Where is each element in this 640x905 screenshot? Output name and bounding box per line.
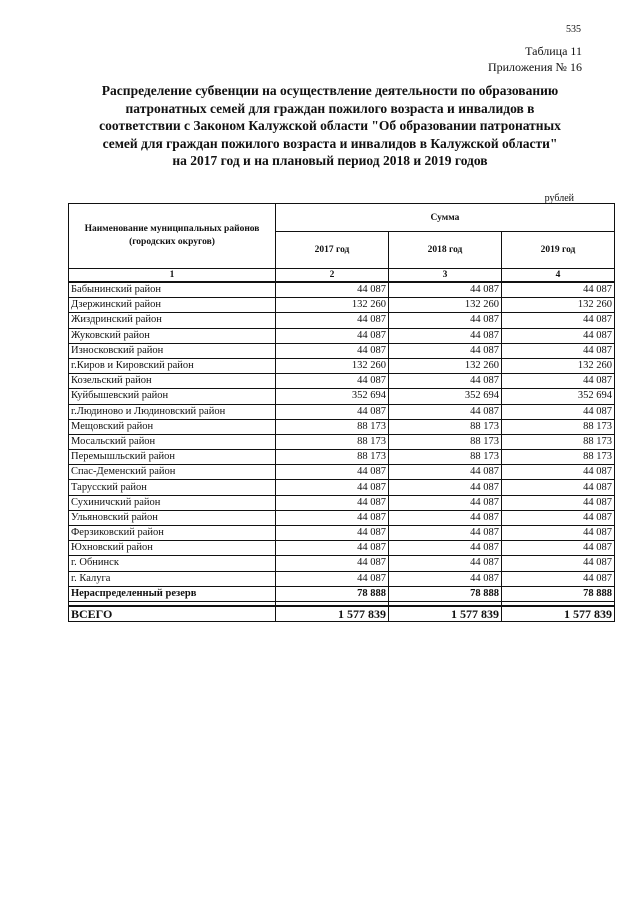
title-line: соответствии с Законом Калужской области "Об образовании патронатных (99, 118, 561, 133)
value-2017: 44 087 (276, 465, 389, 480)
value-2018: 44 087 (389, 465, 502, 480)
value-2018: 88 173 (389, 434, 502, 449)
value-2019: 44 087 (502, 343, 615, 358)
value-2019: 44 087 (502, 328, 615, 343)
table-row (69, 374, 615, 389)
district-name: Жиздринский район (69, 313, 276, 328)
value-2019: 132 260 (502, 358, 615, 373)
value-2017: 88 173 (276, 434, 389, 449)
total-2018: 1 577 839 (389, 606, 502, 622)
district-name: Дзержинский район (69, 298, 276, 313)
value-2019: 88 173 (502, 450, 615, 465)
value-2018: 132 260 (389, 298, 502, 313)
total-row (69, 606, 615, 622)
table-number: Таблица 11 (525, 44, 582, 58)
subsidy-table (68, 203, 615, 622)
table-row (69, 419, 615, 434)
district-name: Износковский район (69, 343, 276, 358)
value-2019: 44 087 (502, 556, 615, 571)
district-name: г.Киров и Кировский район (69, 358, 276, 373)
table-row (69, 526, 615, 541)
district-name: Ферзиковский район (69, 526, 276, 541)
table-row (69, 556, 615, 571)
value-2017: 88 173 (276, 419, 389, 434)
value-2019: 44 087 (502, 465, 615, 480)
value-2019: 352 694 (502, 389, 615, 404)
value-2018: 44 087 (389, 571, 502, 586)
value-2017: 44 087 (276, 480, 389, 495)
total-2019: 1 577 839 (502, 606, 615, 622)
reserve-2018: 78 888 (389, 586, 502, 601)
table-footer (69, 586, 615, 621)
district-name: г.Людиново и Людиновский район (69, 404, 276, 419)
district-name: г. Обнинск (69, 556, 276, 571)
value-2018: 88 173 (389, 450, 502, 465)
header-year-2019: 2019 год (502, 232, 615, 269)
value-2018: 44 087 (389, 328, 502, 343)
district-name: Тарусский район (69, 480, 276, 495)
value-2018: 44 087 (389, 510, 502, 525)
column-number: 1 (69, 269, 276, 283)
value-2019: 88 173 (502, 434, 615, 449)
value-2017: 352 694 (276, 389, 389, 404)
value-2017: 132 260 (276, 358, 389, 373)
table-body (69, 282, 615, 586)
value-2018: 352 694 (389, 389, 502, 404)
value-2017: 44 087 (276, 313, 389, 328)
value-2018: 44 087 (389, 404, 502, 419)
column-number: 4 (502, 269, 615, 283)
table-row (69, 328, 615, 343)
reserve-2017: 78 888 (276, 586, 389, 601)
value-2019: 44 087 (502, 282, 615, 298)
district-name: Козельский район (69, 374, 276, 389)
value-2017: 44 087 (276, 526, 389, 541)
value-2018: 44 087 (389, 526, 502, 541)
value-2017: 44 087 (276, 328, 389, 343)
table-row (69, 389, 615, 404)
header-sum: Сумма (276, 204, 615, 232)
value-2017: 44 087 (276, 556, 389, 571)
value-2019: 44 087 (502, 510, 615, 525)
value-2019: 44 087 (502, 404, 615, 419)
value-2018: 44 087 (389, 495, 502, 510)
district-name: Мосальский район (69, 434, 276, 449)
page-number: 535 (566, 24, 581, 35)
table-row (69, 571, 615, 586)
district-name: Спас-Деменский район (69, 465, 276, 480)
table-header (69, 204, 615, 283)
value-2018: 44 087 (389, 480, 502, 495)
value-2017: 88 173 (276, 450, 389, 465)
reserve-2019: 78 888 (502, 586, 615, 601)
value-2017: 44 087 (276, 404, 389, 419)
value-2018: 132 260 (389, 358, 502, 373)
title-line: на 2017 год и на плановый период 2018 и 2019 годов (172, 153, 488, 168)
title-line: Распределение субвенции на осуществление деятельности по образованию (101, 83, 559, 98)
value-2017: 44 087 (276, 571, 389, 586)
header-year-2017: 2017 год (276, 232, 389, 269)
value-2017: 44 087 (276, 343, 389, 358)
value-2018: 44 087 (389, 374, 502, 389)
value-2017: 44 087 (276, 541, 389, 556)
table-row (69, 343, 615, 358)
value-2018: 44 087 (389, 343, 502, 358)
district-name: Бабынинский район (69, 282, 276, 298)
value-2019: 44 087 (502, 313, 615, 328)
district-name: Ульяновский район (69, 510, 276, 525)
total-label: ВСЕГО (69, 606, 276, 622)
value-2019: 44 087 (502, 374, 615, 389)
table-row (69, 510, 615, 525)
value-2019: 88 173 (502, 419, 615, 434)
table-row (69, 480, 615, 495)
value-2019: 44 087 (502, 541, 615, 556)
title-line: патронатных семей для граждан пожилого возраста и инвалидов в (125, 100, 535, 116)
appendix-number: Приложения № 16 (487, 60, 582, 74)
district-name: Сухиничский район (69, 495, 276, 510)
district-name: Мещовский район (69, 419, 276, 434)
table-reference (488, 43, 582, 75)
table-row (69, 282, 615, 298)
table-row (69, 495, 615, 510)
header-name: Наименование муниципальных районов (городских округов) (69, 204, 276, 269)
table-row (69, 358, 615, 373)
value-2018: 88 173 (389, 419, 502, 434)
value-2018: 44 087 (389, 282, 502, 298)
document-title (70, 82, 590, 170)
table-row (69, 450, 615, 465)
value-2017: 44 087 (276, 282, 389, 298)
district-name: г. Калуга (69, 571, 276, 586)
currency-unit: рублей (544, 193, 574, 204)
table-row (69, 434, 615, 449)
title-line: семей для граждан пожилого возраста и инвалидов в Калужской области" (102, 135, 558, 151)
header-year-2018: 2018 год (389, 232, 502, 269)
value-2019: 132 260 (502, 298, 615, 313)
value-2019: 44 087 (502, 526, 615, 541)
value-2017: 44 087 (276, 374, 389, 389)
value-2017: 132 260 (276, 298, 389, 313)
district-name: Жуковский район (69, 328, 276, 343)
table-row (69, 541, 615, 556)
table-row (69, 404, 615, 419)
value-2018: 44 087 (389, 556, 502, 571)
table-row (69, 465, 615, 480)
district-name: Куйбышевский район (69, 389, 276, 404)
district-name: Перемышльский район (69, 450, 276, 465)
reserve-label: Нераспределенный резерв (69, 586, 276, 601)
value-2017: 44 087 (276, 495, 389, 510)
value-2017: 44 087 (276, 510, 389, 525)
column-number: 3 (389, 269, 502, 283)
column-number: 2 (276, 269, 389, 283)
district-name: Юхновский район (69, 541, 276, 556)
table-row (69, 298, 615, 313)
reserve-row (69, 586, 615, 601)
table-row (69, 313, 615, 328)
value-2019: 44 087 (502, 480, 615, 495)
total-2017: 1 577 839 (276, 606, 389, 622)
value-2019: 44 087 (502, 571, 615, 586)
value-2018: 44 087 (389, 541, 502, 556)
value-2018: 44 087 (389, 313, 502, 328)
value-2019: 44 087 (502, 495, 615, 510)
